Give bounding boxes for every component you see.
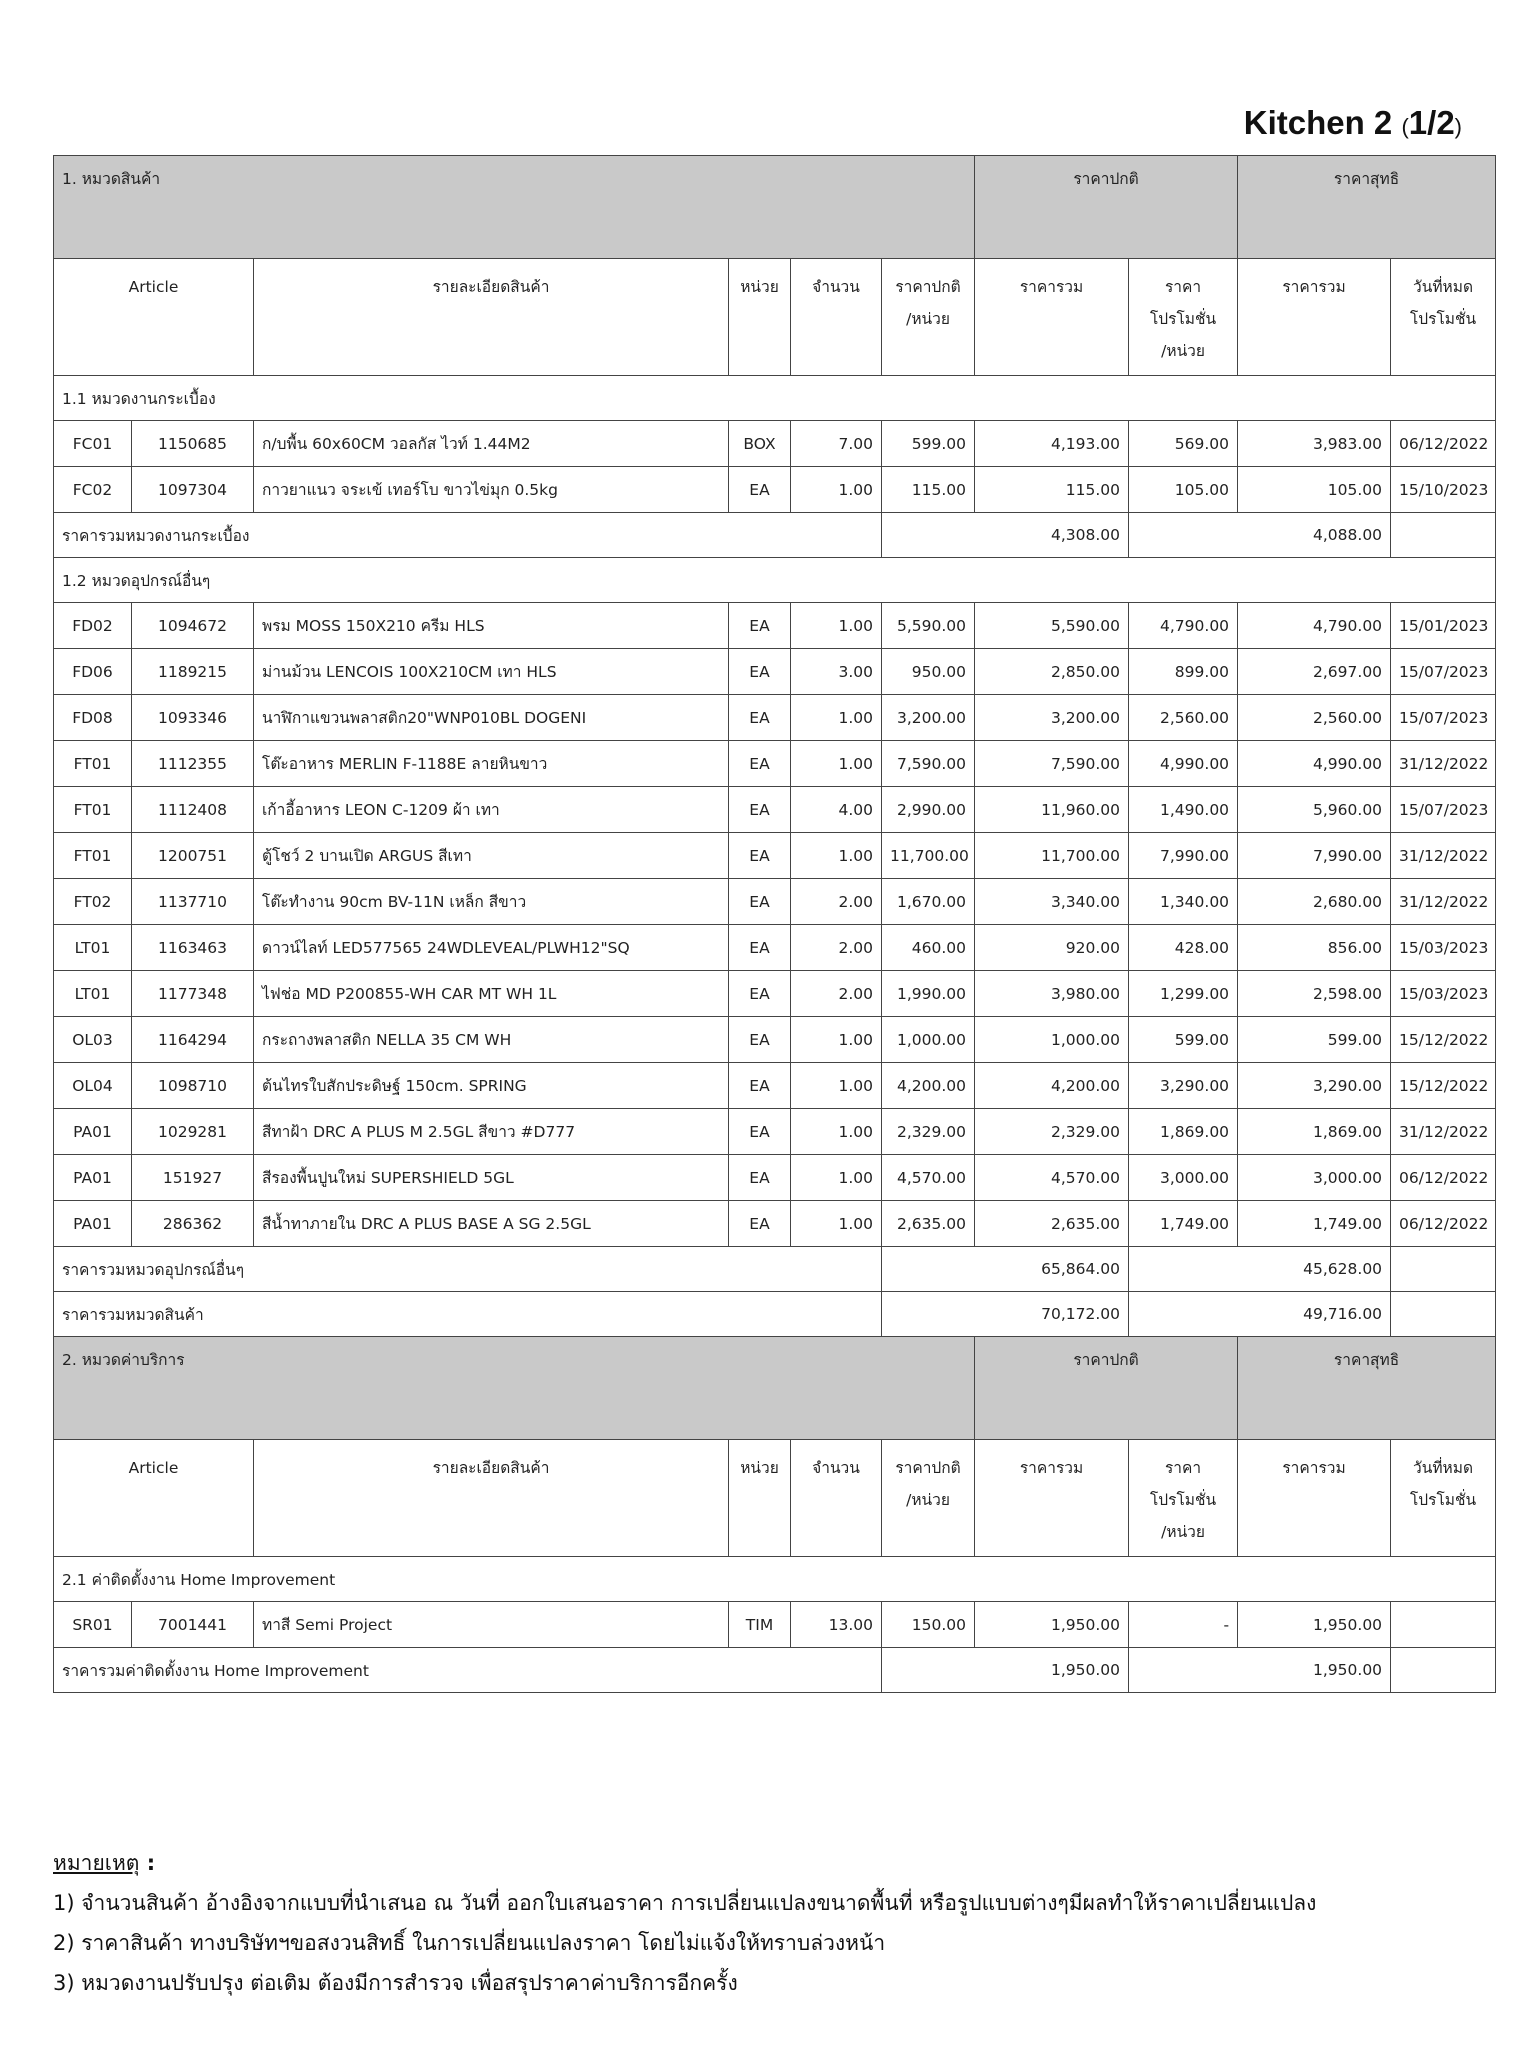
regular-unit-price-header <box>882 1440 975 1557</box>
item-qty: 1.00 <box>791 1155 882 1201</box>
header-line: ราคา <box>1164 278 1202 296</box>
item-code: PA01 <box>54 1109 132 1155</box>
column-header-row <box>54 259 1496 376</box>
section-total: 70,172.00 <box>882 1292 1129 1337</box>
notes-heading: หมายเหตุ : <box>53 1851 156 1875</box>
item-unit-price: 1,990.00 <box>882 971 975 1017</box>
item-promo-end-date: 15/03/2023 <box>1391 925 1496 971</box>
item-article: 1177348 <box>132 971 254 1017</box>
table-row <box>54 1201 1496 1247</box>
item-promo-total: 2,697.00 <box>1238 649 1391 695</box>
item-code: FC01 <box>54 421 132 467</box>
item-total: 4,570.00 <box>975 1155 1129 1201</box>
promo-end-header <box>1391 259 1496 376</box>
section-promo-total: 49,716.00 <box>1129 1292 1391 1337</box>
group-header-row <box>54 376 1496 421</box>
item-promo-price: 7,990.00 <box>1129 833 1238 879</box>
subtotal-empty <box>1391 513 1496 558</box>
table-row <box>54 467 1496 513</box>
regular-price-heading: ราคาปกติ <box>975 156 1238 259</box>
item-promo-total: 856.00 <box>1238 925 1391 971</box>
column-header-row <box>54 1440 1496 1557</box>
item-description: นาฬิกาแขวนพลาสติก20"WNP010BL DOGENI <box>254 695 729 741</box>
item-promo-price: 3,290.00 <box>1129 1063 1238 1109</box>
item-description: กระถางพลาสติก NELLA 35 CM WH <box>254 1017 729 1063</box>
item-unit: EA <box>729 603 791 649</box>
item-code: OL03 <box>54 1017 132 1063</box>
item-total: 2,329.00 <box>975 1109 1129 1155</box>
item-total: 920.00 <box>975 925 1129 971</box>
item-unit: EA <box>729 1201 791 1247</box>
table-row <box>54 971 1496 1017</box>
item-promo-price: 105.00 <box>1129 467 1238 513</box>
table-row <box>54 833 1496 879</box>
item-unit-price: 2,635.00 <box>882 1201 975 1247</box>
subtotal-label: ราคารวมหมวดอุปกรณ์อื่นๆ <box>54 1247 882 1292</box>
header-line: /หน่วย <box>906 310 950 328</box>
table-row <box>54 741 1496 787</box>
item-total: 5,590.00 <box>975 603 1129 649</box>
subtotal-empty <box>1391 1648 1496 1693</box>
item-promo-price: - <box>1129 1602 1238 1648</box>
table-row <box>54 1063 1496 1109</box>
item-description: พรม MOSS 150X210 ครีม HLS <box>254 603 729 649</box>
subtotal-total: 4,308.00 <box>882 513 1129 558</box>
item-promo-end-date: 31/12/2022 <box>1391 879 1496 925</box>
table-row <box>54 1155 1496 1201</box>
article-header: Article <box>54 259 254 376</box>
item-qty: 2.00 <box>791 879 882 925</box>
item-unit-price: 7,590.00 <box>882 741 975 787</box>
item-promo-price: 2,560.00 <box>1129 695 1238 741</box>
item-promo-end-date: 15/07/2023 <box>1391 695 1496 741</box>
item-unit-price: 2,990.00 <box>882 787 975 833</box>
item-description: ไฟช่อ MD P200855-WH CAR MT WH 1L <box>254 971 729 1017</box>
item-article: 1112355 <box>132 741 254 787</box>
item-description: โต๊ะทำงาน 90cm BV-11N เหล็ก สีขาว <box>254 879 729 925</box>
section-total-row <box>54 1292 1496 1337</box>
item-description: เก้าอี้อาหาร LEON C-1209 ผ้า เทา <box>254 787 729 833</box>
item-qty: 2.00 <box>791 971 882 1017</box>
item-unit-price: 1,670.00 <box>882 879 975 925</box>
header-line: วันที่หมด <box>1413 278 1474 296</box>
note-item: 2) ราคาสินค้า ทางบริษัทฯขอสงวนสิทธิ์ ในการเปลี่ยนแปลงราคา โดยไม่แจ้งให้ทราบล่วงหน้า <box>53 1931 886 1955</box>
article-header: Article <box>54 1440 254 1557</box>
title-part: 1/2 <box>1408 104 1455 141</box>
item-promo-price: 599.00 <box>1129 1017 1238 1063</box>
quotation-table <box>53 155 1496 1693</box>
item-qty: 1.00 <box>791 1063 882 1109</box>
section-header-row <box>54 1337 1496 1440</box>
item-unit: EA <box>729 787 791 833</box>
item-qty: 1.00 <box>791 467 882 513</box>
section-total-empty <box>1391 1292 1496 1337</box>
document-title <box>1244 104 1462 142</box>
group-header-row <box>54 1557 1496 1602</box>
item-qty: 1.00 <box>791 1201 882 1247</box>
item-promo-end-date: 15/12/2022 <box>1391 1017 1496 1063</box>
item-article: 1093346 <box>132 695 254 741</box>
net-price-heading: ราคาสุทธิ <box>1238 156 1496 259</box>
item-promo-end-date: 15/07/2023 <box>1391 787 1496 833</box>
item-total: 3,980.00 <box>975 971 1129 1017</box>
item-total: 2,850.00 <box>975 649 1129 695</box>
item-total: 3,340.00 <box>975 879 1129 925</box>
subtotal-row <box>54 1247 1496 1292</box>
table-row <box>54 879 1496 925</box>
item-promo-total: 4,990.00 <box>1238 741 1391 787</box>
subtotal-promo-total: 45,628.00 <box>1129 1247 1391 1292</box>
item-unit-price: 1,000.00 <box>882 1017 975 1063</box>
item-article: 1163463 <box>132 925 254 971</box>
item-unit-price: 599.00 <box>882 421 975 467</box>
table-row <box>54 421 1496 467</box>
item-code: FD02 <box>54 603 132 649</box>
subtotal-row <box>54 513 1496 558</box>
section-title: 2. หมวดค่าบริการ <box>54 1337 975 1440</box>
item-qty: 1.00 <box>791 1109 882 1155</box>
item-promo-end-date: 15/12/2022 <box>1391 1063 1496 1109</box>
item-code: FT01 <box>54 787 132 833</box>
item-total: 11,960.00 <box>975 787 1129 833</box>
item-unit-price: 950.00 <box>882 649 975 695</box>
item-description: ทาสี Semi Project <box>254 1602 729 1648</box>
item-qty: 7.00 <box>791 421 882 467</box>
subtotal-row <box>54 1648 1496 1693</box>
group-title: 2.1 ค่าติดตั้งงาน Home Improvement <box>54 1557 1496 1602</box>
item-unit: EA <box>729 1155 791 1201</box>
item-code: LT01 <box>54 971 132 1017</box>
subtotal-empty <box>1391 1247 1496 1292</box>
item-total: 7,590.00 <box>975 741 1129 787</box>
item-unit-price: 150.00 <box>882 1602 975 1648</box>
group-title: 1.1 หมวดงานกระเบื้อง <box>54 376 1496 421</box>
item-promo-total: 1,950.00 <box>1238 1602 1391 1648</box>
item-promo-total: 2,560.00 <box>1238 695 1391 741</box>
item-code: PA01 <box>54 1155 132 1201</box>
item-promo-price: 1,869.00 <box>1129 1109 1238 1155</box>
item-unit-price: 3,200.00 <box>882 695 975 741</box>
item-description: สีทาฝ้า DRC A PLUS M 2.5GL สีขาว #D777 <box>254 1109 729 1155</box>
unit-header: หน่วย <box>729 1440 791 1557</box>
item-promo-end-date: 06/12/2022 <box>1391 421 1496 467</box>
item-promo-end-date: 15/03/2023 <box>1391 971 1496 1017</box>
header-line: ราคาปกติ <box>895 1459 961 1477</box>
item-promo-total: 4,790.00 <box>1238 603 1391 649</box>
item-description: สีรองพื้นปูนใหม่ SUPERSHIELD 5GL <box>254 1155 729 1201</box>
item-unit-price: 11,700.00 <box>882 833 975 879</box>
item-total: 3,200.00 <box>975 695 1129 741</box>
item-promo-total: 105.00 <box>1238 467 1391 513</box>
description-header: รายละเอียดสินค้า <box>254 259 729 376</box>
item-description: ต้นไทรใบสักประดิษฐ์ 150cm. SPRING <box>254 1063 729 1109</box>
description-header: รายละเอียดสินค้า <box>254 1440 729 1557</box>
item-qty: 4.00 <box>791 787 882 833</box>
item-qty: 1.00 <box>791 603 882 649</box>
group-title: 1.2 หมวดอุปกรณ์อื่นๆ <box>54 558 1496 603</box>
item-code: LT01 <box>54 925 132 971</box>
note-item: 1) จำนวนสินค้า อ้างอิงจากแบบที่นำเสนอ ณ วันที่ ออกใบเสนอราคา การเปลี่ยนแปลงขนาดพื้นที่ หรือรูปแบบต่างๆมีผลทำให้ราคาเปลี่ยนแปลง <box>53 1891 1317 1915</box>
promo-total-header: ราคารวม <box>1238 259 1391 376</box>
item-code: FC02 <box>54 467 132 513</box>
item-description: โต๊ะอาหาร MERLIN F-1188E ลายหินขาว <box>254 741 729 787</box>
subtotal-label: ราคารวมหมวดงานกระเบื้อง <box>54 513 882 558</box>
item-promo-price: 3,000.00 <box>1129 1155 1238 1201</box>
item-promo-end-date: 31/12/2022 <box>1391 833 1496 879</box>
net-price-heading: ราคาสุทธิ <box>1238 1337 1496 1440</box>
subtotal-total: 65,864.00 <box>882 1247 1129 1292</box>
item-promo-price: 1,340.00 <box>1129 879 1238 925</box>
header-line: โปรโมชั่น <box>1149 310 1217 328</box>
item-promo-end-date: 06/12/2022 <box>1391 1201 1496 1247</box>
item-promo-price: 1,299.00 <box>1129 971 1238 1017</box>
item-unit: EA <box>729 1063 791 1109</box>
item-code: FT01 <box>54 741 132 787</box>
item-unit: EA <box>729 649 791 695</box>
item-code: OL04 <box>54 1063 132 1109</box>
item-promo-price: 4,790.00 <box>1129 603 1238 649</box>
header-line: โปรโมชั่น <box>1409 1491 1477 1509</box>
header-line: /หน่วย <box>1161 1523 1205 1541</box>
item-unit: TIM <box>729 1602 791 1648</box>
table-row <box>54 649 1496 695</box>
item-total: 1,000.00 <box>975 1017 1129 1063</box>
item-promo-total: 1,749.00 <box>1238 1201 1391 1247</box>
item-total: 4,200.00 <box>975 1063 1129 1109</box>
qty-header: จำนวน <box>791 259 882 376</box>
item-unit: BOX <box>729 421 791 467</box>
table-row <box>54 1017 1496 1063</box>
item-description: ม่านม้วน LENCOIS 100X210CM เทา HLS <box>254 649 729 695</box>
item-promo-total: 1,869.00 <box>1238 1109 1391 1155</box>
total-header: ราคารวม <box>975 1440 1129 1557</box>
item-unit-price: 460.00 <box>882 925 975 971</box>
item-article: 1137710 <box>132 879 254 925</box>
subtotal-label: ราคารวมค่าติดตั้งงาน Home Improvement <box>54 1648 882 1693</box>
item-promo-total: 2,598.00 <box>1238 971 1391 1017</box>
title-main: Kitchen 2 <box>1243 104 1393 141</box>
table-row <box>54 695 1496 741</box>
table-row <box>54 1109 1496 1155</box>
item-qty: 2.00 <box>791 925 882 971</box>
regular-unit-price-header <box>882 259 975 376</box>
item-article: 1112408 <box>132 787 254 833</box>
item-unit-price: 4,200.00 <box>882 1063 975 1109</box>
item-article: 1189215 <box>132 649 254 695</box>
promo-total-header: ราคารวม <box>1238 1440 1391 1557</box>
item-description: ตู้โชว์ 2 บานเปิด ARGUS สีเทา <box>254 833 729 879</box>
item-promo-price: 4,990.00 <box>1129 741 1238 787</box>
header-line: โปรโมชั่น <box>1149 1491 1217 1509</box>
item-article: 1164294 <box>132 1017 254 1063</box>
item-promo-total: 3,983.00 <box>1238 421 1391 467</box>
item-promo-total: 599.00 <box>1238 1017 1391 1063</box>
item-unit-price: 115.00 <box>882 467 975 513</box>
item-article: 1098710 <box>132 1063 254 1109</box>
header-line: /หน่วย <box>1161 342 1205 360</box>
qty-header: จำนวน <box>791 1440 882 1557</box>
title-close-paren: ) <box>1454 114 1462 139</box>
item-qty: 13.00 <box>791 1602 882 1648</box>
item-unit: EA <box>729 971 791 1017</box>
item-unit-price: 2,329.00 <box>882 1109 975 1155</box>
item-article: 1029281 <box>132 1109 254 1155</box>
item-unit-price: 5,590.00 <box>882 603 975 649</box>
item-qty: 1.00 <box>791 833 882 879</box>
item-promo-total: 3,000.00 <box>1238 1155 1391 1201</box>
note-item: 3) หมวดงานปรับปรุง ต่อเติม ต้องมีการสำรวจ เพื่อสรุปราคาค่าบริการอีกครั้ง <box>53 1971 738 1995</box>
subtotal-promo-total: 4,088.00 <box>1129 513 1391 558</box>
table-row <box>54 603 1496 649</box>
subtotal-promo-total: 1,950.00 <box>1129 1648 1391 1693</box>
promo-end-header <box>1391 1440 1496 1557</box>
item-article: 1150685 <box>132 421 254 467</box>
item-total: 4,193.00 <box>975 421 1129 467</box>
item-article: 151927 <box>132 1155 254 1201</box>
item-unit: EA <box>729 1109 791 1155</box>
unit-header: หน่วย <box>729 259 791 376</box>
item-unit: EA <box>729 1017 791 1063</box>
section-total-label: ราคารวมหมวดสินค้า <box>54 1292 882 1337</box>
table-row <box>54 1602 1496 1648</box>
item-code: FD08 <box>54 695 132 741</box>
section-header-row <box>54 156 1496 259</box>
table-row <box>54 787 1496 833</box>
header-line: ราคาปกติ <box>895 278 961 296</box>
item-unit: EA <box>729 467 791 513</box>
item-unit: EA <box>729 741 791 787</box>
item-promo-total: 3,290.00 <box>1238 1063 1391 1109</box>
item-unit: EA <box>729 695 791 741</box>
group-header-row <box>54 558 1496 603</box>
header-line: โปรโมชั่น <box>1409 310 1477 328</box>
item-promo-price: 569.00 <box>1129 421 1238 467</box>
item-qty: 3.00 <box>791 649 882 695</box>
item-article: 1097304 <box>132 467 254 513</box>
item-code: PA01 <box>54 1201 132 1247</box>
header-line: ราคา <box>1164 1459 1202 1477</box>
item-code: FT02 <box>54 879 132 925</box>
promo-unit-price-header <box>1129 1440 1238 1557</box>
item-promo-price: 1,490.00 <box>1129 787 1238 833</box>
item-promo-price: 428.00 <box>1129 925 1238 971</box>
total-header: ราคารวม <box>975 259 1129 376</box>
item-total: 1,950.00 <box>975 1602 1129 1648</box>
item-total: 115.00 <box>975 467 1129 513</box>
item-description: สีน้ำทาภายใน DRC A PLUS BASE A SG 2.5GL <box>254 1201 729 1247</box>
subtotal-total: 1,950.00 <box>882 1648 1129 1693</box>
item-unit: EA <box>729 925 791 971</box>
item-article: 286362 <box>132 1201 254 1247</box>
item-promo-price: 1,749.00 <box>1129 1201 1238 1247</box>
item-total: 2,635.00 <box>975 1201 1129 1247</box>
item-promo-end-date: 31/12/2022 <box>1391 1109 1496 1155</box>
item-qty: 1.00 <box>791 1017 882 1063</box>
item-article: 7001441 <box>132 1602 254 1648</box>
header-line: /หน่วย <box>906 1491 950 1509</box>
table-row <box>54 925 1496 971</box>
item-article: 1200751 <box>132 833 254 879</box>
item-promo-end-date: 15/07/2023 <box>1391 649 1496 695</box>
item-unit: EA <box>729 879 791 925</box>
item-promo-end-date: 06/12/2022 <box>1391 1155 1496 1201</box>
title-open-paren: ( <box>1401 114 1409 139</box>
notes <box>53 1843 1316 2003</box>
item-promo-total: 7,990.00 <box>1238 833 1391 879</box>
regular-price-heading: ราคาปกติ <box>975 1337 1238 1440</box>
item-qty: 1.00 <box>791 695 882 741</box>
item-code: FT01 <box>54 833 132 879</box>
item-promo-end-date: 15/01/2023 <box>1391 603 1496 649</box>
item-code: SR01 <box>54 1602 132 1648</box>
section-title: 1. หมวดสินค้า <box>54 156 975 259</box>
item-promo-end-date: 31/12/2022 <box>1391 741 1496 787</box>
item-unit: EA <box>729 833 791 879</box>
item-promo-total: 2,680.00 <box>1238 879 1391 925</box>
item-promo-end-date <box>1391 1602 1496 1648</box>
header-line: วันที่หมด <box>1413 1459 1474 1477</box>
item-promo-total: 5,960.00 <box>1238 787 1391 833</box>
item-unit-price: 4,570.00 <box>882 1155 975 1201</box>
item-description: ก/บพื้น 60x60CM วอลกัส ไวท์ 1.44M2 <box>254 421 729 467</box>
item-total: 11,700.00 <box>975 833 1129 879</box>
item-promo-end-date: 15/10/2023 <box>1391 467 1496 513</box>
item-qty: 1.00 <box>791 741 882 787</box>
item-code: FD06 <box>54 649 132 695</box>
item-promo-price: 899.00 <box>1129 649 1238 695</box>
item-article: 1094672 <box>132 603 254 649</box>
promo-unit-price-header <box>1129 259 1238 376</box>
item-description: กาวยาแนว จระเข้ เทอร์โบ ขาวไข่มุก 0.5kg <box>254 467 729 513</box>
item-description: ดาวน์ไลท์ LED577565 24WDLEVEAL/PLWH12"SQ <box>254 925 729 971</box>
